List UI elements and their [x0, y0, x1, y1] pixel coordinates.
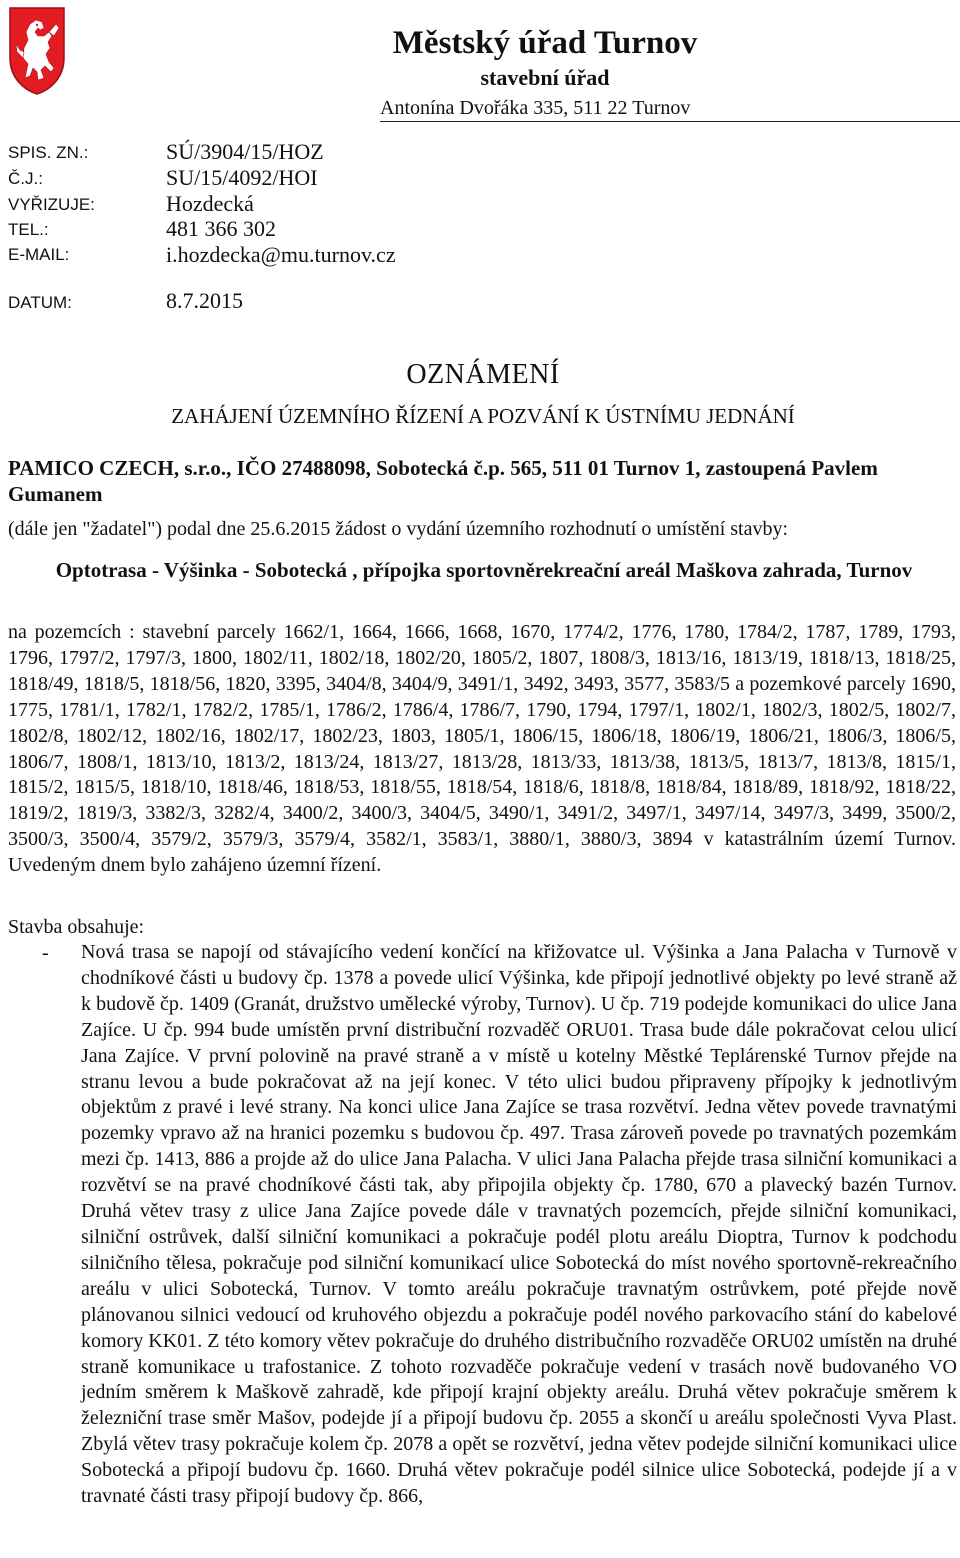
tel-label: TEL.: — [8, 220, 49, 239]
datum-value: 8.7.2015 — [166, 288, 243, 313]
contents-label: Stavba obsahuje: — [8, 916, 145, 938]
office-subtitle: stavební úřad — [480, 65, 610, 90]
office-address: Antonína Dvořáka 335, 511 22 Turnov — [380, 97, 691, 119]
datum-label: DATUM: — [8, 293, 72, 312]
parcels-paragraph: na pozemcích : stavební parcely 1662/1, 1664, 1666, 1668, 1670, 1774/2, 1776, 1780, 1784/2, 1787, 1789, 1793, 1796, 1797/2, 1797/3, 1800, 1802/11, 1802/18, 1802/20, 1805/2, 1807, 1808/3, 1813/16, 1813/19, 1818/13, 1818/25, 1818/49, 1818/5, 1818/56, 1820, 3395, 3404/8, 3404/9, 3491/1, 3492, 3493, 3577, 3583/5 a pozemkové parcely 1690, 1775, 1781/1, 1782/1, 1782/2, 1785/1, 1786/2, 1786/4, 1786/7, 1790, 1794, 1797/1, 1802/1, 1802/3, 1802/5, 1802/7, 1802/8, 1802/12, 1802/16, 1802/17, 1802/23, 1803, 1805/1, 1806/15, 1806/18, 1806/19, 1806/21, 1806/3, 1806/5, 1806/7, 1808/1, 1813/10, 1813/2, 1813/24, 1813/27, 1813/28, 1813/33, 1813/38, 1813/5, 1813/7, 1813/8, 1815/1, 1815/2, 1815/5, 1818/10, 1818/46, 1818/53, 1818/55, 1818/54, 1818/6, 1818/8, 1818/84, 1818/89, 1818/92, 1818/22, 1819/2, 1819/3, 3382/3, 3282/4, 3400/2, 3400/3, 3404/5, 3490/1, 3491/2, 3497/1, 3497/14, 3497/3, 3499, 3500/2, 3500/3, 3500/4, 3579/2, 3579/3, 3579/4, 3582/1, 3583/1, 3880/1, 3880/3, 3894 v katastrálním území Turnov. Uvedeným dnem bylo zahájeno územní řízení. — [8, 621, 956, 877]
header-divider — [380, 121, 960, 122]
coat-of-arms-icon — [8, 6, 66, 96]
office-title: Městský úřad Turnov — [392, 25, 698, 61]
applicant-paragraph: PAMICO CZECH, s.r.o., IČO 27488098, Sobotecká č.p. 565, 511 01 Turnov 1, zastoupená Pavlem Gumanem — [8, 456, 878, 506]
vyrizuje-label: VYŘIZUJE: — [8, 195, 95, 214]
request-paragraph: (dále jen "žadatel") podal dne 25.6.2015 žádost o vydání územního rozhodnutí o umístění stavby: — [8, 518, 789, 540]
cj-label: Č.J.: — [8, 169, 43, 188]
document-title: OZNÁMENÍ — [406, 359, 560, 390]
vyrizuje-value: Hozdecká — [166, 191, 254, 216]
email-value[interactable]: i.hozdecka@mu.turnov.cz — [166, 242, 396, 267]
tel-value: 481 366 302 — [166, 216, 276, 241]
description-paragraph: Nová trasa se napojí od stávajícího vedení končící na křižovatce ul. Výšinka a Jana Palacha v Turnově v chodníkové části u budovy čp. 1378 a povede ulicí Výšinka, kde připojí jednotlivé objekty po levé straně až k budově čp. 1409 (Granát, družstvo umělecké výroby, Turnov). U čp. 719 podejde komunikaci do ulice Jana Zajíce. U čp. 994 bude umístěn první distribuční rozvaděč ORU01. Trasa bude dále pokračovat celou ulicí Jana Zajíce. V první polovině na pravé straně a v místě u kotelny Městké Teplárenské Turnov přejde na stranu levou a bude pokračovat až na její konec. V této ulici budou připraveny přípojky k jednotlivým objektům z pravé i levé strany. Na konci ulice Jana Zajíce se trasa rozvětví. Jedna větev povede travnatými pozemky vpravo až na hranici pozemku s budovou čp. 497. Trasa zároveň povede po travnatých pozemkám mezi čp. 1413, 886 a projde až do ulice Jana Palacha. V ulici Jana Palacha přejde trasa silniční komunikaci a rozvětví se na pravé chodníkové části tak, aby připojila objekty čp. 1780, 670 a plavecký bazén Turnov. Druhá větev trasy z ulice Jana Zajíce povede dále v travnatých pozemcích, přejde silniční komunikaci, silniční ostrůvek, další silniční komunikaci a pokračuje podél plotu areálu Dioptra, Turnov k podchodu silničního tělesa, pokračuje pod silniční komunikací ulice Sobotecká do míst nového sportovně-rekreačního areálu v ulici Sobotecká, Turnov. V tomto areálu pokračuje travnatým ostrůvkem, poté přejde nově plánovanou silnici vedoucí od kruhového objezdu a pokračuje podél nového parkovacího stání do kabelové komory KK01. Z této komory větev pokračuje do druhého distribučního rozvaděče ORU02 umístěn na druhé straně komunikace u trafostanice. Z tohoto rozvaděče pokračuje vedení v trasách nově budovaného VO jedním směrem k Maškově zahradě, kde připojí krajní objekty areálu. Druhá větev pokračuje směrem k železniční trase směr Mašov, podejde jí a připojí budovu čp. 2055 a skončí u areálu společnosti Vyva Plast. Zbylá větev trasy pokračuje kolem čp. 2078 a opět se rozvětví, jedna větev podejde silniční komunikaci ulice Sobotecká a připojí budovu čp. 1660. Druhá větev pokračuje podél silnice ulice Sobotecká, podejde jí a v travnaté části trasy připojí budovy čp. 866, — [81, 941, 957, 1508]
construction-name: Optotrasa - Výšinka - Sobotecká , přípojka sportovněrekreační areál Maškova zahrada, Turnov — [55, 558, 913, 582]
cj-value: SU/15/4092/HOI — [166, 165, 318, 190]
document-subtitle: ZAHÁJENÍ ÚZEMNÍHO ŘÍZENÍ A POZVÁNÍ K ÚSTNÍMU JEDNÁNÍ — [171, 404, 795, 428]
email-label: E-MAIL: — [8, 245, 70, 264]
list-bullet: - — [42, 942, 49, 964]
spis-zn-value: SÚ/3904/15/HOZ — [166, 139, 324, 164]
spis-zn-label: SPIS. ZN.: — [8, 143, 89, 162]
